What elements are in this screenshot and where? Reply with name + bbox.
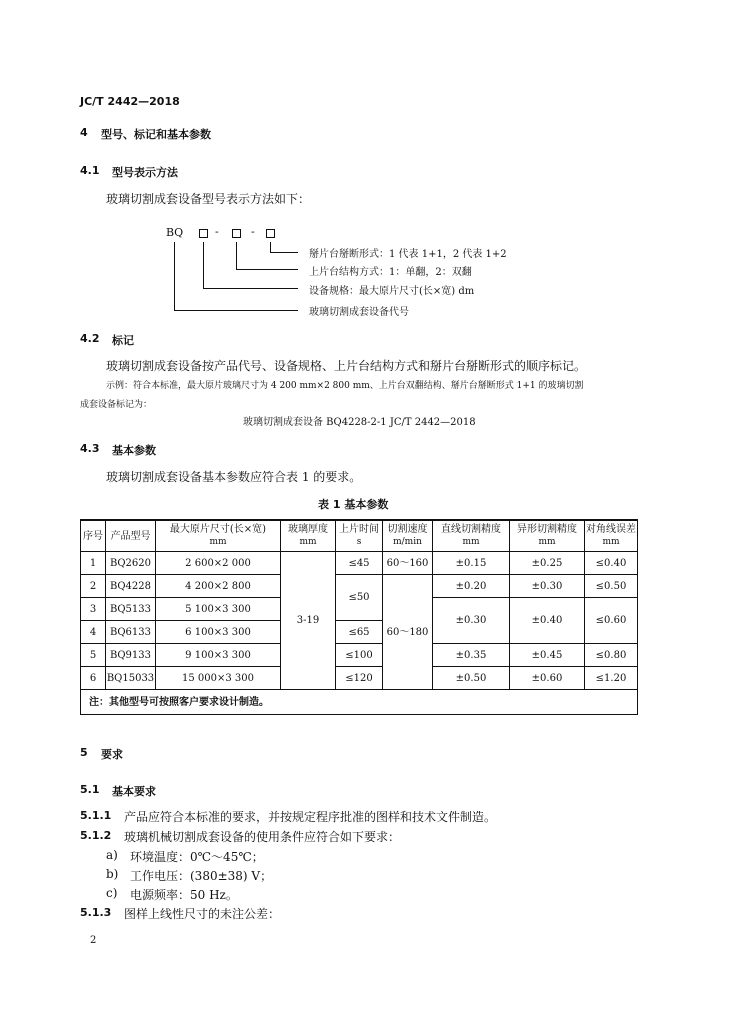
cell-no: 4 (81, 621, 106, 644)
table-row (81, 552, 638, 575)
header-no: 序号 (81, 520, 106, 552)
section-5-1-number: 5.1 (80, 783, 100, 796)
list-item-text-b: 工作电压：(380±38) V； (130, 869, 273, 883)
header-thickness: 玻璃厚度 mm (281, 520, 336, 552)
list-item-text-c: 电源频率：50 Hz。 (130, 888, 238, 902)
cell-cut-speed: 60～160 (383, 552, 433, 575)
cell-no: 3 (81, 598, 106, 621)
section-4-number: 4 (80, 126, 88, 139)
list-item-mark-b: b) (106, 867, 119, 881)
section-4-1-text: 玻璃切割成套设备型号表示方法如下： (106, 192, 311, 206)
header-model: 产品型号 (106, 520, 156, 552)
section-4-1-title: 型号表示方法 (112, 166, 178, 179)
cell-shaped-accuracy: ±0.45 (510, 644, 585, 667)
cell-size: 9 100×3 300 (156, 644, 281, 667)
cell-model: BQ15033 (106, 667, 156, 690)
cell-size: 6 100×3 300 (156, 621, 281, 644)
diagram-dash-1: - (215, 225, 219, 238)
diagram-box-structure (232, 229, 241, 238)
header-straight-accuracy: 直线切割精度 mm (433, 520, 510, 552)
cell-straight-accuracy: ±0.35 (433, 644, 510, 667)
cell-no: 6 (81, 667, 106, 690)
section-4-2-number: 4.2 (80, 332, 100, 345)
diagram-label-spec: 设备规格：最大原片尺寸(长×宽) dm (309, 286, 475, 297)
list-item-mark-c: c) (106, 886, 118, 900)
table-note: 注：其他型号可按照客户要求设计制造。 (81, 690, 638, 715)
cell-shaped-accuracy: ±0.40 (510, 598, 585, 644)
header-cut-speed: 切割速度 m/min (383, 520, 433, 552)
cell-straight-accuracy: ±0.50 (433, 667, 510, 690)
list-item-text-a: 环境温度：0℃～45℃； (130, 850, 264, 864)
cell-straight-accuracy: ±0.15 (433, 552, 510, 575)
header-diagonal-error: 对角线误差 mm (585, 520, 638, 552)
cell-straight-accuracy: ±0.30 (433, 598, 510, 644)
section-5-1-1-number: 5.1.1 (80, 809, 112, 822)
diagram-label-structure: 上片台结构方式：1：单翻，2：双翻 (309, 267, 472, 278)
cell-diagonal-error: ≤0.80 (585, 644, 638, 667)
cell-diagonal-error: ≤0.40 (585, 552, 638, 575)
diagram-box-spec (199, 229, 208, 238)
diagram-label-code: 玻璃切割成套设备代号 (309, 307, 409, 318)
cell-size: 5 100×3 300 (156, 598, 281, 621)
page-number: 2 (90, 935, 97, 946)
section-4-2-text: 玻璃切割成套设备按产品代号、设备规格、上片台结构方式和掰片台掰断形式的顺序标记。 (106, 359, 587, 373)
section-5-1-2-text: 玻璃机械切割成套设备的使用条件应符合如下要求： (124, 830, 401, 844)
table-row (81, 644, 638, 667)
section-5-heading: 要求 (101, 748, 123, 761)
header-load-time: 上片时间 s (336, 520, 383, 552)
section-5-number: 5 (80, 746, 88, 759)
cell-model: BQ5133 (106, 598, 156, 621)
diagram-dash-2: - (251, 225, 255, 238)
cell-size: 15 000×3 300 (156, 667, 281, 690)
section-5-1-1-text: 产品应符合本标准的要求，并按规定程序批准的图样和技术文件制造。 (124, 810, 497, 824)
section-5-1-3-number: 5.1.3 (80, 906, 112, 919)
section-5-1-3-text: 图样上线性尺寸的未注公差： (124, 907, 281, 921)
cell-size: 4 200×2 800 (156, 575, 281, 598)
table-header-row (81, 520, 638, 552)
cell-diagonal-error: ≤1.20 (585, 667, 638, 690)
cell-load-time: ≤65 (336, 621, 383, 644)
cell-model: BQ9133 (106, 644, 156, 667)
header-shaped-accuracy: 异形切割精度 mm (510, 520, 585, 552)
section-4-3-title: 基本参数 (112, 444, 156, 457)
cell-diagonal-error: ≤0.50 (585, 575, 638, 598)
example-line-1: 示例：符合本标准，最大原片玻璃尺寸为 4 200 mm×2 800 mm、上片台双翻结构、掰片台掰断形式 1+1 的玻璃切割 (106, 381, 584, 391)
cell-size: 2 600×2 000 (156, 552, 281, 575)
table-1-caption: 表 1 基本参数 (318, 498, 389, 511)
cell-cut-speed: 60～180 (383, 575, 433, 690)
section-4-3-text: 玻璃切割成套设备基本参数应符合表 1 的要求。 (106, 470, 362, 484)
diagram-prefix: BQ (166, 226, 184, 239)
example-line-2: 成套设备标记为： (80, 400, 153, 410)
cell-model: BQ4228 (106, 575, 156, 598)
cell-straight-accuracy: ±0.20 (433, 575, 510, 598)
cell-no: 2 (81, 575, 106, 598)
cell-load-time: ≤100 (336, 644, 383, 667)
cell-shaped-accuracy: ±0.30 (510, 575, 585, 598)
cell-shaped-accuracy: ±0.25 (510, 552, 585, 575)
document-code: JC/T 2442—2018 (80, 95, 180, 108)
diagram-label-break-form: 掰片台掰断形式：1 代表 1+1，2 代表 1+2 (309, 249, 507, 260)
section-4-1-number: 4.1 (80, 164, 100, 177)
header-size: 最大原片尺寸(长×宽) mm (156, 520, 281, 552)
example-mark: 玻璃切割成套设备 BQ4228-2-1 JC/T 2442—2018 (243, 417, 476, 428)
diagram-box-break (266, 229, 275, 238)
list-item-mark-a: a) (106, 848, 118, 862)
cell-model: BQ2620 (106, 552, 156, 575)
cell-shaped-accuracy: ±0.60 (510, 667, 585, 690)
cell-thickness: 3-19 (281, 552, 336, 690)
cell-model: BQ6133 (106, 621, 156, 644)
cell-no: 1 (81, 552, 106, 575)
section-5-1-2-number: 5.1.2 (80, 829, 112, 842)
table-note-row (81, 690, 638, 715)
section-4-heading: 型号、标记和基本参数 (101, 128, 211, 141)
basic-parameters-table (80, 519, 638, 715)
section-4-2-title: 标记 (112, 334, 134, 347)
cell-load-time: ≤120 (336, 667, 383, 690)
cell-load-time: ≤50 (336, 575, 383, 621)
section-5-1-title: 基本要求 (112, 785, 156, 798)
cell-no: 5 (81, 644, 106, 667)
section-4-3-number: 4.3 (80, 442, 100, 455)
table-row (81, 667, 638, 690)
cell-diagonal-error: ≤0.60 (585, 598, 638, 644)
table-row (81, 575, 638, 598)
cell-load-time: ≤45 (336, 552, 383, 575)
